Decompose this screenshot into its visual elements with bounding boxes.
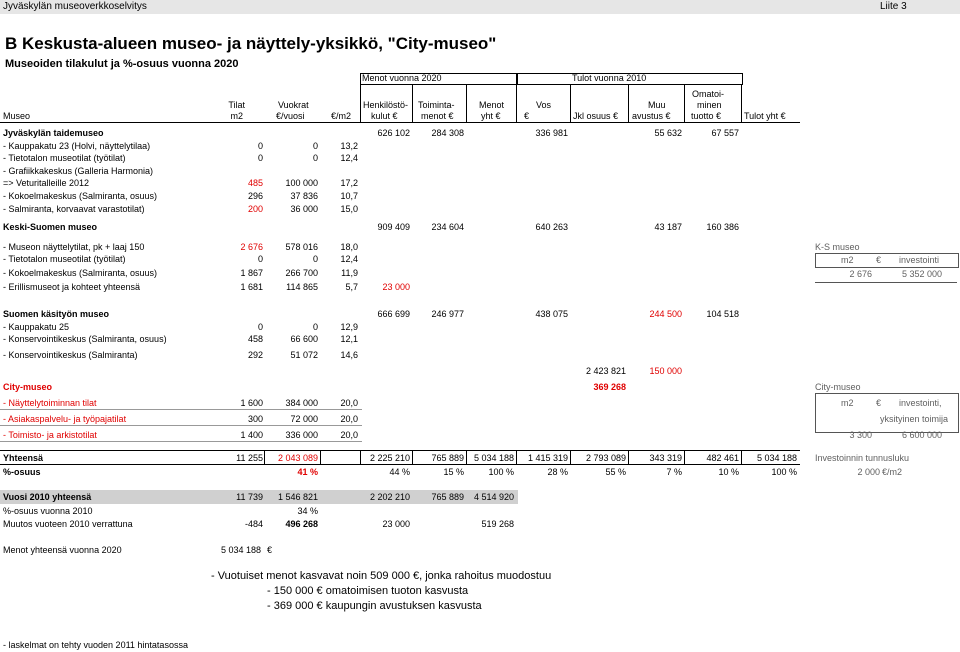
col-menot: Menot <box>479 100 505 110</box>
vuosi2010-vuokrat: 1 546 821 <box>277 492 318 502</box>
cell-vuokrat: 266 700 <box>285 268 318 278</box>
cell-vuokrat: 66 600 <box>290 334 318 344</box>
cell-tilat: 296 <box>247 191 263 201</box>
cell-vuokrat: 0 <box>312 141 318 151</box>
total-border <box>466 451 467 464</box>
header-rule <box>0 122 800 123</box>
total-muu: 343 319 <box>649 453 682 463</box>
pct-vuokrat: 41 % <box>297 467 318 477</box>
side1-unit: € <box>876 255 882 265</box>
cell-tilat: 0 <box>257 322 263 332</box>
hdr-border <box>684 84 685 122</box>
col-oma-2: minen <box>697 100 722 110</box>
cell-em2: 13,2 <box>340 141 358 151</box>
row-label: Keski-Suomen museo <box>3 222 98 232</box>
row-label: - Tietotalon museotilat (työtilat) <box>3 254 126 264</box>
cell-tilat: 0 <box>257 254 263 264</box>
col-menot-unit: yht € <box>481 111 501 121</box>
page-title: B Keskusta-alueen museo- ja näyttely-yksikkö, "City-museo" <box>5 34 497 53</box>
cell-vuokrat: 0 <box>312 254 318 264</box>
col-tilat-unit: m2 <box>230 111 243 121</box>
pct-oma: 10 % <box>718 467 739 477</box>
pct-muu: 7 % <box>666 467 682 477</box>
total-rule <box>0 464 800 465</box>
col-em2: €/m2 <box>331 111 352 121</box>
pct-label: %-osuus <box>3 467 41 477</box>
total-vos: 1 415 319 <box>527 453 568 463</box>
cell-em2: 12,1 <box>340 334 358 344</box>
col-toim: Toiminta- <box>418 100 455 110</box>
col-oma-unit: tuotto € <box>691 111 722 121</box>
side3-unit: €/m2 <box>882 467 903 477</box>
vuosi2010-label: Vuosi 2010 yhteensä <box>3 492 92 502</box>
page-subtitle: Museoiden tilakulut ja %-osuus vuonna 2020 <box>5 58 239 70</box>
cell-vuokrat: 114 865 <box>286 282 318 292</box>
cell-tilat: 485 <box>247 178 263 188</box>
cell-tilat: 292 <box>247 350 263 360</box>
cell-muu: 55 632 <box>654 128 682 138</box>
menot2020-label: Menot yhteensä vuonna 2020 <box>3 545 122 555</box>
cell-muu: 43 187 <box>654 222 682 232</box>
row-divider <box>0 425 362 426</box>
cell-jkl: 369 268 <box>593 382 626 392</box>
cell-em2: 5,7 <box>345 282 358 292</box>
col-museo: Museo <box>3 111 31 121</box>
total-rule <box>0 450 800 451</box>
row-label: - Grafiikkakeskus (Galleria Harmonia) <box>3 166 154 176</box>
row-label: - Konservointikeskus (Salmiranta, osuus) <box>3 334 167 344</box>
footnote: - laskelmat on tehty vuoden 2011 hintatasossa <box>3 640 188 650</box>
total-menot: 5 034 188 <box>473 453 514 463</box>
cell-em2: 12,4 <box>340 254 358 264</box>
total-toim: 765 889 <box>431 453 464 463</box>
col-muu-unit: avustus € <box>632 111 671 121</box>
side2-m2: m2 <box>841 398 854 408</box>
hdr-border <box>628 84 629 122</box>
row-label: - Kokoelmakeskus (Salmiranta, osuus) <box>3 268 158 278</box>
total-border <box>264 451 265 464</box>
cell-vos: 640 263 <box>535 222 568 232</box>
row-label: - Toimisto- ja arkistotilat <box>3 430 97 440</box>
muutos-label: Muutos vuoteen 2010 verrattuna <box>3 519 133 529</box>
cell-tilat: 1 681 <box>240 282 263 292</box>
note-2: - 150 000 € omatoimisen tuoton kasvusta <box>267 585 469 597</box>
menot2020-unit: € <box>267 545 273 555</box>
cell-tilat: 0 <box>257 153 263 163</box>
row-label: Suomen käsityön museo <box>3 309 110 319</box>
row-label: - Kokoelmakeskus (Salmiranta, osuus) <box>3 191 158 201</box>
cell-vuokrat: 37 836 <box>290 191 318 201</box>
cell-henk: 23 000 <box>382 282 410 292</box>
cell-em2: 10,7 <box>340 191 358 201</box>
cell-muu: 150 000 <box>649 366 682 376</box>
side2-v2: 6 600 000 <box>901 430 942 440</box>
row-label: - Kauppakatu 23 (Holvi, näyttelytilaa) <box>3 141 151 151</box>
row-label: - Konservointikeskus (Salmiranta) <box>3 350 138 360</box>
cell-vos: 438 075 <box>535 309 568 319</box>
osuus2010-vuokrat: 34 % <box>297 506 318 516</box>
cell-em2: 14,6 <box>340 350 358 360</box>
cell-vuokrat: 100 000 <box>285 178 318 188</box>
hdr-border <box>570 84 571 122</box>
pct-menot: 100 % <box>488 467 514 477</box>
cell-tilat: 1 600 <box>240 398 263 408</box>
note-1: - Vuotuiset menot kasvavat noin 509 000 €, jonka rahoitus muodostuu <box>211 570 552 582</box>
side1-rule <box>815 282 957 283</box>
side2-v1: 3 300 <box>849 430 872 440</box>
side3-title: Investoinnin tunnusluku <box>815 453 910 463</box>
header-right: Liite 3 <box>880 1 907 12</box>
cell-toim: 284 308 <box>431 128 464 138</box>
hdr-border <box>412 84 413 122</box>
note-3: - 369 000 € kaupungin avustuksen kasvusta <box>267 600 482 612</box>
cell-tilat: 0 <box>257 141 263 151</box>
vuosi2010-menot: 4 514 920 <box>473 492 514 502</box>
row-divider <box>0 441 362 442</box>
cell-vos: 336 981 <box>535 128 568 138</box>
cell-henk: 666 699 <box>377 309 410 319</box>
hdr-border <box>466 84 467 122</box>
side2-yks: yksityinen toimija <box>880 414 949 424</box>
side2-title: City-museo <box>815 382 861 392</box>
cell-henk: 909 409 <box>377 222 410 232</box>
hdr-border <box>741 84 742 122</box>
col-henk-unit: kulut € <box>371 111 398 121</box>
cell-vuokrat: 336 000 <box>285 430 318 440</box>
cell-tilat: 2 676 <box>240 242 263 252</box>
row-label: => Veturitalleille 2012 <box>3 178 90 188</box>
cell-em2: 20,0 <box>340 398 358 408</box>
row-label: - Salmiranta, korvaavat varastotilat) <box>3 204 145 214</box>
pct-jkl: 55 % <box>605 467 626 477</box>
cell-tilat: 1 400 <box>240 430 263 440</box>
cell-tilat: 300 <box>247 414 263 424</box>
cell-oma: 104 518 <box>706 309 739 319</box>
side1-title: K-S museo <box>815 242 860 252</box>
muutos-menot: 519 268 <box>481 519 514 529</box>
pct-vos: 28 % <box>547 467 568 477</box>
side1-v1: 2 676 <box>849 269 872 279</box>
hdr-border <box>516 84 517 122</box>
total-border <box>360 451 361 464</box>
side1-m2: m2 <box>841 255 854 265</box>
cell-tilat: 1 867 <box>240 268 263 278</box>
row-label: - Erillismuseot ja kohteet yhteensä <box>3 282 141 292</box>
total-henk: 2 225 210 <box>369 453 410 463</box>
cell-muu: 244 500 <box>649 309 682 319</box>
row-label: City-museo <box>3 382 53 392</box>
side2-inv: investointi, <box>899 398 942 408</box>
total-border <box>570 451 571 464</box>
row-label: - Asiakaspalvelu- ja työpajatilat <box>3 414 127 424</box>
total-tilat: 11 255 <box>236 453 263 463</box>
total-jkl: 2 793 089 <box>585 453 626 463</box>
vuosi2010-tilat: 11 739 <box>236 492 263 502</box>
row-label: Jyväskylän taidemuseo <box>3 128 104 138</box>
cell-vuokrat: 0 <box>312 322 318 332</box>
muutos-vuokrat: 496 268 <box>285 519 318 529</box>
col-tilat: Tilat <box>228 100 245 110</box>
cell-em2: 12,4 <box>340 153 358 163</box>
cell-em2: 17,2 <box>340 178 358 188</box>
menot-group-label: Menot vuonna 2020 <box>362 73 442 83</box>
cell-em2: 20,0 <box>340 414 358 424</box>
col-tulot: Tulot yht € <box>744 111 786 121</box>
row-divider <box>0 409 362 410</box>
cell-tilat: 200 <box>247 204 263 214</box>
cell-em2: 20,0 <box>340 430 358 440</box>
cell-oma: 67 557 <box>711 128 739 138</box>
total-oma: 482 461 <box>706 453 739 463</box>
menot2020-value: 5 034 188 <box>220 545 261 555</box>
cell-vuokrat: 384 000 <box>285 398 318 408</box>
col-vuokrat: Vuokrat <box>278 100 309 110</box>
total-border <box>516 451 517 464</box>
cell-vuokrat: 0 <box>312 153 318 163</box>
tulot-group-label: Tulot vuonna 2010 <box>572 73 647 83</box>
side1-v2: 5 352 000 <box>901 269 942 279</box>
muutos-tilat: -484 <box>244 519 263 529</box>
side3-value: 2 000 <box>857 467 880 477</box>
total-border <box>684 451 685 464</box>
col-muu: Muu <box>648 100 666 110</box>
hdr-border <box>360 84 361 122</box>
cell-jkl: 2 423 821 <box>585 366 626 376</box>
col-vuokrat-unit: €/vuosi <box>276 111 305 121</box>
cell-toim: 246 977 <box>431 309 464 319</box>
total-tulot: 5 034 188 <box>756 453 797 463</box>
col-toim-unit: menot € <box>421 111 454 121</box>
cell-em2: 18,0 <box>340 242 358 252</box>
row-label: - Museon näyttelytilat, pk + laaj 150 <box>3 242 145 252</box>
cell-vuokrat: 36 000 <box>290 204 318 214</box>
header-left: Jyväskylän museoverkkoselvitys <box>3 1 147 12</box>
total-border <box>628 451 629 464</box>
pct-toim: 15 % <box>443 467 464 477</box>
side2-unit: € <box>876 398 882 408</box>
row-label: - Näyttelytoiminnan tilat <box>3 398 97 408</box>
cell-em2: 11,9 <box>341 268 358 278</box>
col-jkl: Jkl osuus € <box>573 111 619 121</box>
total-border <box>320 451 321 464</box>
total-vuokrat: 2 043 089 <box>277 453 318 463</box>
cell-em2: 15,0 <box>340 204 358 214</box>
cell-tilat: 458 <box>247 334 263 344</box>
pct-henk: 44 % <box>389 467 410 477</box>
cell-vuokrat: 51 072 <box>290 350 318 360</box>
vuosi2010-toim: 765 889 <box>431 492 464 502</box>
total-border <box>412 451 413 464</box>
cell-toim: 234 604 <box>431 222 464 232</box>
cell-oma: 160 386 <box>706 222 739 232</box>
cell-vuokrat: 72 000 <box>290 414 318 424</box>
muutos-henk: 23 000 <box>382 519 410 529</box>
side1-inv: investointi <box>899 255 940 265</box>
col-vos-unit: € <box>524 111 530 121</box>
cell-vuokrat: 578 016 <box>285 242 318 252</box>
total-label: Yhteensä <box>3 453 44 463</box>
row-label: - Tietotalon museotilat (työtilat) <box>3 153 126 163</box>
col-henk: Henkilöstö- <box>363 100 409 110</box>
cell-henk: 626 102 <box>377 128 410 138</box>
vuosi2010-henk: 2 202 210 <box>369 492 410 502</box>
col-oma: Omatoi- <box>692 89 725 99</box>
pct-tulot: 100 % <box>771 467 797 477</box>
col-vos: Vos <box>536 100 552 110</box>
row-label: - Kauppakatu 25 <box>3 322 70 332</box>
total-border <box>741 451 742 464</box>
osuus2010-label: %-osuus vuonna 2010 <box>3 506 93 516</box>
cell-em2: 12,9 <box>340 322 358 332</box>
